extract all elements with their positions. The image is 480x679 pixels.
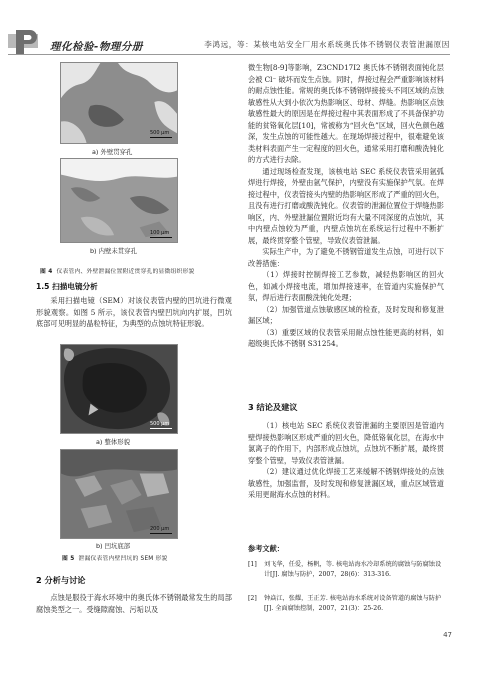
figure-4b-scale-line (150, 237, 172, 238)
figure-4b-subcaption: b) 内壁未贯穿孔 (90, 247, 137, 255)
section-1-5-body (36, 295, 232, 330)
figure-5-caption-text: 泄漏仪表管内壁凹坑的 SEM 形貌 (78, 556, 168, 562)
figure-5-caption (62, 553, 232, 562)
figure-5-caption-label: 图 5 (62, 556, 75, 562)
section-2-body (36, 592, 232, 615)
paragraph-site-inspection: 通过现场检查发现，该核电站 SEC 系统仪表管采用氩弧焊进行焊接，外壁由氩气保护，内壁没有实施保护气氛。在焊接过程中，仪表管接头内壁的热影响区形成了严重的回火色，且没有进行打磨或酸洗钝化。仪表管的泄漏位置位于焊缝热影响区，内、外壁泄漏位置附近均有大量不同深度的点蚀坑，其中内壁点蚀较为严重，内壁点蚀坑在系统运行过程中不断扩展，最终贯穿整个管壁，导致仪表管泄漏。 (248, 166, 444, 245)
reference-text: 刘飞华，任爱，杨帆，等. 核电站海水冷却系统的腐蚀与防腐蚀设计[J]. 腐蚀与防护，2007，28(6)：313-316. (264, 561, 442, 578)
figure-4a-subcaption: a) 外壁贯穿孔 (92, 148, 133, 156)
figure-4b-scale-label: 100 μm (150, 230, 170, 236)
journal-brand: 理化检验-物理分册 (50, 41, 143, 53)
paragraph-conclusion-1: （1）核电站 SEC 系统仪表管泄漏的主要原因是管道内壁焊接热影响区形成严重的回火色，降低铬氧化层，在海水中氯离子的作用下，内部形成点蚀坑，点蚀坑不断扩展，最终贯穿整个管壁，导致仪表管泄漏。 (248, 421, 444, 465)
figure-5b-scale-label: 200 μm (150, 526, 170, 532)
paragraph-measure-3: （3）重要区域的仪表管采用耐点蚀性能更高的材料，如超级奥氏体不锈钢 S31254。 (248, 327, 444, 348)
reference-item (248, 560, 444, 592)
reference-text: 钟焱江，张耀，王正芳. 核电站海水系统对设备管道的腐蚀与防护[J]. 全面腐蚀控制，2007，21(3)：25-26. (264, 595, 442, 612)
header-rule (8, 54, 450, 55)
section-2-paragraph: 点蚀是服役于海水环境中的奥氏体不锈钢最常发生的局部腐蚀类型之一。受缝隙腐蚀、污垢以及 (36, 593, 232, 614)
running-title: 李鸿远，等：某核电站安全厂用水系统奥氏体不锈钢仪表管泄漏原因 (204, 40, 450, 49)
paragraph-pitting-mechanism: 微生物[8-9]等影响，Z3CND17I2 奥氏体不锈钢表面钝化层会被 Cl⁻ 破坏而发生点蚀。同时，焊接过程会严重影响该材料的耐点蚀性能。常规的奥氏体不锈钢焊接接头不同区域的点蚀敏感性从大到小依次为热影响区、母材、焊缝。热影响区点蚀敏感性最大的原因是在焊接过程中其表面形成了不具备保护功能的贫铬氧化层[10]，常被称为“回火色”区域，回火色颜色越深，发生点蚀的可能性越大。在现场焊接过程中，很难避免该类材料表面产生一定程度的回火色，通常采用打磨和酸洗钝化的方式进行去除。 (248, 63, 444, 164)
figure-4-caption-label: 图 4 (40, 269, 53, 275)
journal-p-logo-icon (8, 28, 46, 56)
figure-5b-scale-line (150, 533, 172, 534)
figure-5a-subcaption: a) 整体形貌 (96, 438, 131, 446)
right-column-body-2 (248, 420, 444, 501)
figure-4a-scale-label: 500 μm (150, 130, 170, 136)
figure-5a-scale-line (150, 428, 172, 429)
paragraph-measures-intro: 实际生产中，为了避免不锈钢管道发生点蚀，可进行以下改善措施： (248, 247, 444, 268)
journal-logo (8, 28, 158, 56)
reference-number: [2] (248, 595, 257, 602)
paragraph-conclusion-2: （2）建议通过优化焊接工艺来缓解不锈钢焊接处的点蚀敏感性，加强监督，及时发现和修复泄漏区域，重点区域管道采用更耐海水点蚀的材料。 (248, 467, 444, 499)
section-2-heading: 2 分析与讨论 (36, 575, 86, 585)
section-1-5-paragraph: 采用扫描电镜（SEM）对该仪表管内壁的凹坑进行微观形貌观察。如图 5 所示，该仪表管内壁凹坑向内扩展，凹坑底部可见明显的晶粒特征，为典型的点蚀坑特征形貌。 (36, 296, 232, 328)
figure-4-caption-text: 仪表管内、外壁泄漏位置附近贯穿孔的显微组织形貌 (56, 269, 195, 275)
references-heading: 参考文献： (248, 544, 284, 553)
figure-4-caption (40, 266, 230, 275)
right-column-body-1 (248, 62, 444, 350)
figure-4a-scale-line (150, 137, 172, 138)
figure-5a-scale-label: 500 μm (150, 421, 170, 427)
reference-number: [1] (248, 561, 257, 568)
reference-item (248, 594, 444, 624)
page-number: 47 (443, 631, 452, 639)
section-3-heading: 3 结论及建议 (248, 402, 298, 412)
figure-5b-subcaption: b) 凹坑底部 (96, 542, 131, 550)
paragraph-measure-2: （2）加强管道点蚀敏感区域的检查，及时发现和修复泄漏区域； (248, 304, 444, 325)
paragraph-measure-1: （1）焊接时控制焊接工艺参数，减轻热影响区的回火色，如减小焊接电流，增加焊接速率，在管道内实施保护气氛，焊后进行表面酸洗钝化处理； (248, 270, 444, 302)
section-1-5-heading: 1.5 扫描电镜分析 (36, 282, 98, 291)
